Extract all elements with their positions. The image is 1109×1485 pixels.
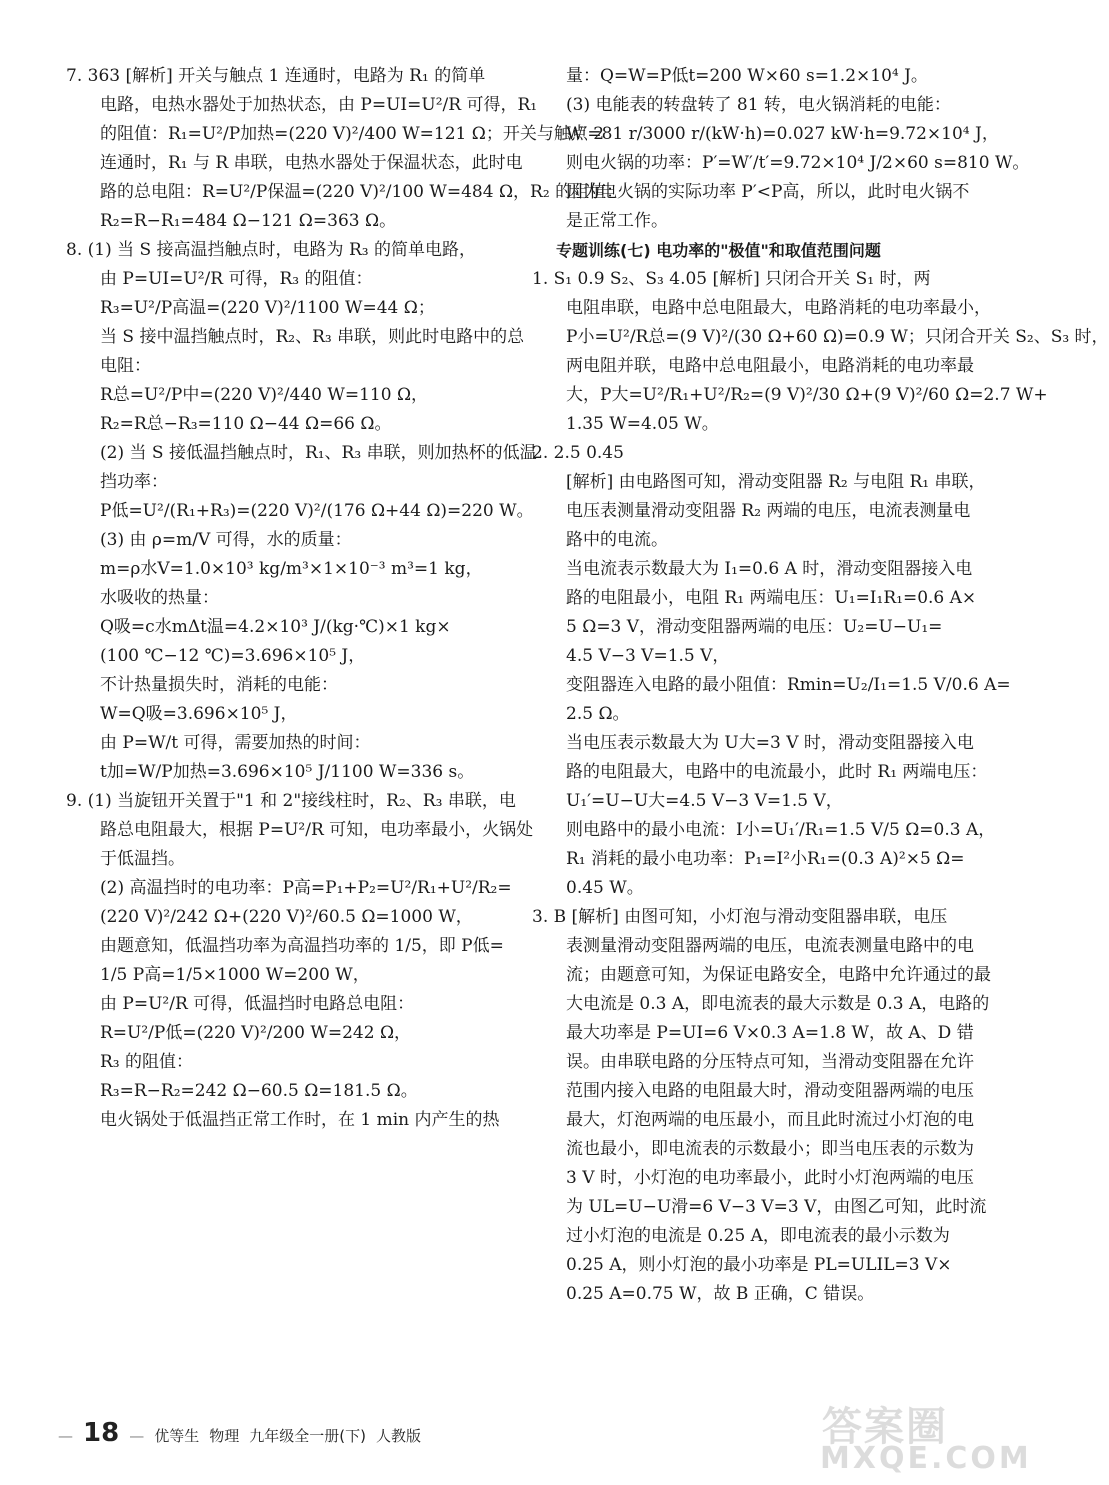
text-line: R=U²/P低=(220 V)²/200 W=242 Ω， — [100, 1023, 412, 1043]
text-line: (2) 高温挡时的电功率：P高=P₁+P₂=U²/R₁+U²/R₂= — [100, 878, 512, 898]
subject: 物理 — [209, 1427, 240, 1445]
text-line: 0.25 A，则小灯泡的最小功率是 PL=ULIL=3 V× — [566, 1255, 952, 1275]
page-footer: — 18 — 优等生 物理 九年级全一册(下) 人教版 — [58, 1418, 421, 1448]
text-line: 路的总电阻：R=U²/P保温=(220 V)²/100 W=484 Ω，R₂ 的阻值： — [100, 182, 624, 202]
edition: 人教版 — [375, 1427, 421, 1445]
text-line: 5 Ω=3 V，滑动变阻器两端的电压：U₂=U−U₁= — [566, 617, 943, 637]
text-line: [解析] 由电路图可知，滑动变阻器 R₂ 与电阻 R₁ 串联， — [566, 472, 986, 492]
text-line: 1. S₁ 0.9 S₂、S₃ 4.05 [解析] 只闭合开关 S₁ 时，两 — [532, 269, 931, 289]
text-line: m=ρ水V=1.0×10³ kg/m³×1×10⁻³ m³=1 kg， — [100, 559, 483, 579]
text-line: 变阻器连入电路的最小阻值：Rmin=U₂/I₁=1.5 V/0.6 A= — [566, 675, 1011, 695]
text-line: 则电路中的最小电流：I小=U₁′/R₁=1.5 V/5 Ω=0.3 A， — [566, 820, 996, 840]
text-line: 大，P大=U²/R₁+U²/R₂=(9 V)²/30 Ω+(9 V)²/60 Ω=2.7 W+ — [566, 385, 1048, 405]
text-line: 流也最小，即电流表的示数最小；即当电压表的示数为 — [566, 1139, 974, 1159]
text-line: R₃ 的阻值： — [100, 1052, 194, 1072]
text-line: 当 S 接中温挡触点时，R₂、R₃ 串联，则此时电路中的总 — [100, 327, 525, 347]
text-line: 2.5 Ω。 — [566, 704, 630, 724]
text-line: 量：Q=W=P低t=200 W×60 s=1.2×10⁴ J。 — [566, 66, 928, 86]
text-line: 由题意知，低温挡功率为高温挡功率的 1/5，即 P低= — [100, 936, 504, 956]
text-line: 电阻串联，电路中总电阻最大，电路消耗的电功率最小， — [566, 298, 991, 318]
text-line: 由 P=W/t 可得，需要加热的时间： — [100, 733, 371, 753]
text-line: 3 V 时，小灯泡的电功率最小，此时小灯泡两端的电压 — [566, 1168, 974, 1188]
text-line: 范围内接入电路的电阻最大时，滑动变阻器两端的电压 — [566, 1081, 974, 1101]
text-line: 当电流表示数最大为 I₁=0.6 A 时，滑动变阻器接入电 — [566, 559, 973, 579]
text-line: 0.45 W。 — [566, 878, 644, 898]
text-line: P低=U²/(R₁+R₃)=(220 V)²/(176 Ω+44 Ω)=220 W。 — [100, 501, 534, 521]
section-heading: 专题训练(七) 电功率的"极值"和取值范围问题 — [556, 241, 881, 260]
text-line: 表测量滑动变阻器两端的电压，电流表测量电路中的电 — [566, 936, 974, 956]
book-name: 优等生 — [154, 1427, 200, 1445]
text-line: 由 P=UI=U²/R 可得，R₃ 的阻值： — [100, 269, 373, 289]
text-line: 最大功率是 P=UI=6 V×0.3 A=1.8 W，故 A、D 错 — [566, 1023, 974, 1043]
text-line: 最大，灯泡两端的电压最小，而且此时流过小灯泡的电 — [566, 1110, 974, 1130]
text-line: 两电阻并联，电路中总电阻最小，电路消耗的电功率最 — [566, 356, 974, 376]
text-line: 挡功率： — [100, 472, 168, 492]
text-line: 0.25 A=0.75 W，故 B 正确，C 错误。 — [566, 1284, 875, 1304]
text-line: 由 P=U²/R 可得，低温挡时电路总电阻： — [100, 994, 415, 1014]
text-line: 2. 2.5 0.45 — [532, 443, 624, 463]
text-line: 电路，电热水器处于加热状态，由 P=UI=U²/R 可得，R₁ — [100, 95, 538, 115]
text-line: 于低温挡。 — [100, 849, 185, 869]
text-line: R₂=R总−R₃=110 Ω−44 Ω=66 Ω。 — [100, 414, 392, 434]
text-line: t加=W/P加热=3.696×10⁵ J/1100 W=336 s。 — [100, 762, 475, 782]
text-line: R₃=U²/P高温=(220 V)²/1100 W=44 Ω； — [100, 298, 435, 318]
text-line: 误。由串联电路的分压特点可知，当滑动变阻器在允许 — [566, 1052, 974, 1072]
text-line: W′=81 r/3000 r/(kW·h)=0.027 kW·h=9.72×10⁴ J， — [566, 124, 999, 144]
text-line: R₃=R−R₂=242 Ω−60.5 Ω=181.5 Ω。 — [100, 1081, 418, 1101]
text-line: 连通时，R₁ 与 R 串联，电热水器处于保温状态，此时电 — [100, 153, 523, 173]
text-line: 9. (1) 当旋钮开关置于"1 和 2"接线柱时，R₂、R₃ 串联，电 — [66, 791, 516, 811]
text-line: 不计热量损失时，消耗的电能： — [100, 675, 338, 695]
text-line: 则电火锅的功率：P′=W′/t′=9.72×10⁴ J/2×60 s=810 W。 — [566, 153, 1030, 173]
text-line: 路的电阻最大，电路中的电流最小，此时 R₁ 两端电压： — [566, 762, 988, 782]
text-line: (220 V)²/242 Ω+(220 V)²/60.5 Ω=1000 W， — [100, 907, 473, 927]
right-column — [532, 62, 1109, 1309]
grade: 九年级全一册(下) — [249, 1427, 366, 1445]
text-line: 1.35 W=4.05 W。 — [566, 414, 719, 434]
text-line: 的阻值：R₁=U²/P加热=(220 V)²/400 W=121 Ω；开关与触点 2 — [100, 124, 605, 144]
text-line: 电压表测量滑动变阻器 R₂ 两端的电压，电流表测量电 — [566, 501, 971, 521]
page-number: 18 — [83, 1418, 120, 1448]
text-line: 8. (1) 当 S 接高温挡触点时，电路为 R₃ 的简单电路， — [66, 240, 476, 260]
text-line: U₁′=U−U大=4.5 V−3 V=1.5 V， — [566, 791, 843, 811]
text-line: 过小灯泡的电流是 0.25 A，即电流表的最小示数为 — [566, 1226, 950, 1246]
text-line: R₂=R−R₁=484 Ω−121 Ω=363 Ω。 — [100, 211, 397, 231]
text-line: 流；由题意可知，为保证电路安全，电路中允许通过的最 — [566, 965, 991, 985]
text-line: 为 UL=U−U滑=6 V−3 V=3 V，由图乙可知，此时流 — [566, 1197, 987, 1217]
text-line: 1/5 P高=1/5×1000 W=200 W， — [100, 965, 370, 985]
text-line: 因为电火锅的实际功率 P′<P高，所以，此时电火锅不 — [566, 182, 970, 202]
text-line: 是正常工作。 — [566, 211, 668, 231]
text-line: 水吸收的热量： — [100, 588, 219, 608]
text-line: P小=U²/R总=(9 V)²/(30 Ω+60 Ω)=0.9 W；只闭合开关 S₂、S₃ 时， — [566, 327, 1109, 347]
text-line: (2) 当 S 接低温挡触点时，R₁、R₃ 串联，则加热杯的低温 — [100, 443, 537, 463]
watermark-url: MXQE.COM — [820, 1441, 1032, 1476]
text-line: 路总电阻最大，根据 P=U²/R 可知，电功率最小，火锅处 — [100, 820, 534, 840]
text-line: 电火锅处于低温挡正常工作时，在 1 min 内产生的热 — [100, 1110, 500, 1130]
text-line: (3) 由 ρ=m/V 可得，水的质量： — [100, 530, 352, 550]
text-line: 7. 363 [解析] 开关与触点 1 连通时，电路为 R₁ 的简单 — [66, 66, 486, 86]
text-line: 路的电阻最小，电阻 R₁ 两端电压：U₁=I₁R₁=0.6 A× — [566, 588, 977, 608]
text-line: 3. B [解析] 由图可知，小灯泡与滑动变阻器串联，电压 — [532, 907, 948, 927]
text-line: W=Q吸=3.696×10⁵ J， — [100, 704, 298, 724]
text-line: 当电压表示数最大为 U大=3 V 时，滑动变阻器接入电 — [566, 733, 974, 753]
text-line: 路中的电流。 — [566, 530, 668, 550]
text-line: 4.5 V−3 V=1.5 V， — [566, 646, 730, 666]
text-line: 大电流是 0.3 A，即电流表的最大示数是 0.3 A，电路的 — [566, 994, 990, 1014]
watermark-text: 答案圈 — [822, 1404, 948, 1450]
text-line: Q吸=c水mΔt温=4.2×10³ J/(kg·℃)×1 kg× — [100, 617, 451, 637]
text-line: R₁ 消耗的最小电功率：P₁=I²小R₁=(0.3 A)²×5 Ω= — [566, 849, 965, 869]
text-line: (100 ℃−12 ℃)=3.696×10⁵ J， — [100, 646, 366, 666]
text-line: (3) 电能表的转盘转了 81 转，电火锅消耗的电能： — [566, 95, 951, 115]
text-line: 电阻： — [100, 356, 151, 376]
watermark-logo — [800, 1395, 1032, 1480]
text-line: R总=U²/P中=(220 V)²/440 W=110 Ω， — [100, 385, 429, 405]
